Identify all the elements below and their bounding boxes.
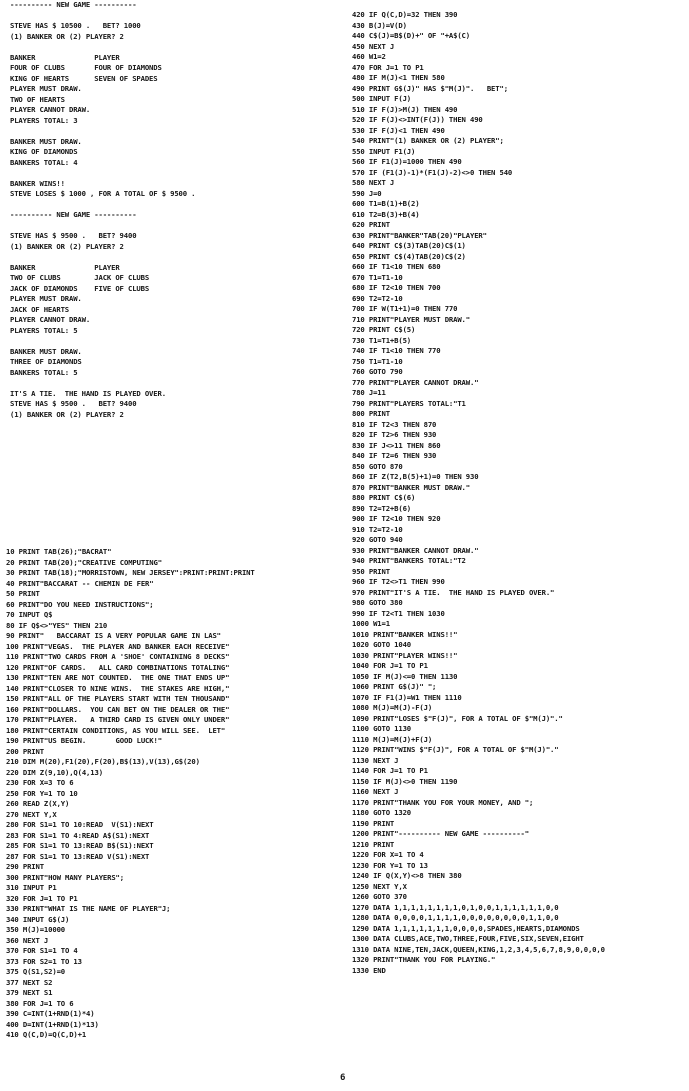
code-line: 540 PRINT"(1) BANKER OR (2) PLAYER";	[352, 136, 504, 145]
code-line: 990 IF T2<T1 THEN 1030	[352, 608, 445, 618]
output-line: PLAYER CANNOT DRAW.	[10, 315, 91, 324]
code-line: 70 INPUT Q$	[6, 610, 53, 619]
output-line: STEVE HAS $ 10500 . BET? 1000	[10, 21, 141, 30]
code-line: 50 PRINT	[6, 589, 40, 598]
code-line: 310 INPUT P1	[6, 883, 57, 892]
code-line: 550 INPUT F1(J)	[352, 146, 416, 156]
code-line: 980 GOTO 380	[352, 598, 403, 607]
code-line: 210 DIM M(20),F1(20),F(20),B$(13),V(13),G$(20)	[6, 757, 200, 766]
code-line: 1080 M(J)=M(J)-F(J)	[352, 703, 433, 712]
output-line	[10, 336, 195, 347]
code-line: 790 PRINT"PLAYERS TOTAL:"T1	[352, 398, 466, 408]
code-line: 650 PRINT C$(4)TAB(20)C$(2)	[352, 251, 466, 261]
code-line: 930 PRINT"BANKER CANNOT DRAW."	[352, 545, 479, 555]
code-line: 1300 DATA CLUBS,ACE,TWO,THREE,FOUR,FIVE,SIX,SEVEN,EIGHT	[352, 934, 584, 943]
code-line: 150 PRINT"ALL OF THE PLAYERS START WITH TEN THOUSAND"	[6, 694, 230, 703]
code-line: 850 GOTO 870	[352, 461, 403, 471]
code-line: 390 C=INT(1+RND(1)*4)	[6, 1009, 95, 1018]
code-line: 1250 NEXT Y,X	[352, 881, 407, 891]
code-line: 20 PRINT TAB(20);"CREATIVE COMPUTING"	[6, 557, 162, 567]
code-line: 160 PRINT"DOLLARS. YOU CAN BET ON THE DEALER OR THE"	[6, 704, 230, 714]
code-line: 1330 END	[352, 965, 386, 975]
code-line: 880 PRINT C$(6)	[352, 493, 416, 502]
output-line: (1) BANKER OR (2) PLAYER? 2	[10, 31, 124, 41]
output-line: STEVE HAS $ 9500 . BET? 9400	[10, 231, 137, 240]
code-line: 1160 NEXT J	[352, 787, 399, 796]
code-line: 1030 PRINT"PLAYER WINS!!"	[352, 650, 458, 660]
code-line: 1010 PRINT"BANKER WINS!!"	[352, 629, 458, 639]
output-line: BANKERS TOTAL: 4	[10, 157, 78, 167]
code-line: 570 IF (F1(J)-1)*(F1(J)-2)<>0 THEN 540	[352, 167, 513, 177]
output-line: JACK OF HEARTS	[10, 304, 69, 314]
output-line: ---------- NEW GAME ----------	[10, 210, 137, 219]
code-line: 440 C$(J)=B$(D)+" OF "+A$(C)	[352, 31, 470, 40]
code-line: 420 IF Q(C,D)=32 THEN 390	[352, 10, 458, 19]
output-line: BANKERS TOTAL: 5	[10, 367, 78, 377]
code-line: 260 READ Z(X,Y)	[6, 799, 70, 808]
code-line: 30 PRINT TAB(18);"MORRISTOWN, NEW JERSEY":PRINT:PRINT:PRINT	[6, 568, 255, 577]
output-line: IT'S A TIE. THE HAND IS PLAYED OVER.	[10, 388, 166, 398]
sample-run-output	[10, 0, 199, 420]
code-line: 1040 FOR J=1 TO P1	[352, 661, 428, 670]
code-line: 1090 PRINT"LOSES $"F(J)", FOR A TOTAL OF $"M(J)"."	[352, 713, 563, 723]
code-line: 220 DIM Z(9,10),Q(4,13)	[6, 767, 103, 777]
code-line: 400 D=INT(1+RND(1)*13)	[6, 1019, 99, 1029]
code-line: 380 FOR J=1 TO 6	[6, 998, 74, 1008]
output-line: (1) BANKER OR (2) PLAYER? 2	[10, 241, 124, 251]
code-line: 450 NEXT J	[352, 41, 395, 51]
code-line: 330 PRINT"WHAT IS THE NAME OF PLAYER"J;	[6, 904, 171, 913]
code-line: 140 PRINT"CLOSER TO NINE WINS. THE STAKES ARE HIGH,"	[6, 683, 230, 693]
output-line	[10, 200, 195, 211]
code-line: 860 IF Z(T2,B(5)+1)=0 THEN 930	[352, 472, 479, 481]
output-line: FOUR OF CLUBS FOUR OF DIAMONDS	[10, 63, 162, 72]
code-line: 830 IF J<>11 THEN 860	[352, 440, 441, 450]
code-line: 760 GOTO 790	[352, 367, 403, 376]
code-line: 1320 PRINT"THANK YOU FOR PLAYING."	[352, 955, 496, 964]
code-line: 1060 PRINT G$(J)" ";	[352, 682, 437, 691]
code-line: 560 IF F1(J)=1000 THEN 490	[352, 157, 462, 166]
output-line: TWO OF CLUBS JACK OF CLUBS	[10, 273, 150, 282]
code-line: 250 FOR Y=1 TO 10	[6, 788, 78, 798]
output-line: STEVE HAS $ 9500 . BET? 9400	[10, 399, 137, 408]
code-line: 520 IF F(J)<>INT(F(J)) THEN 490	[352, 115, 483, 124]
code-line: 370 FOR S1=1 TO 4	[6, 946, 78, 955]
code-line: 690 T2=T2-10	[352, 293, 403, 303]
output-line: THREE OF DIAMONDS	[10, 357, 82, 366]
code-line: 920 GOTO 940	[352, 535, 403, 544]
code-line: 1220 FOR X=1 TO 4	[352, 850, 424, 859]
output-line	[10, 11, 195, 22]
output-line: PLAYER CANNOT DRAW.	[10, 105, 91, 114]
code-line: 470 FOR J=1 TO P1	[352, 62, 424, 72]
code-line: 377 NEXT S2	[6, 977, 53, 987]
code-line: 580 NEXT J	[352, 178, 395, 187]
program-listing-right-column	[352, 10, 610, 976]
program-listing-left-column	[6, 547, 260, 1041]
code-line: 670 T1=T1-10	[352, 272, 403, 282]
code-line: 1260 GOTO 370	[352, 892, 407, 901]
output-line: KING OF HEARTS SEVEN OF SPADES	[10, 73, 158, 83]
code-line: 1310 DATA NINE,TEN,JACK,QUEEN,KING,1,2,3,4,5,6,7,8,9,0,0,0,0	[352, 944, 605, 954]
code-line: 170 PRINT"PLAYER. A THIRD CARD IS GIVEN ONLY UNDER"	[6, 715, 230, 724]
code-line: 1190 PRINT	[352, 818, 395, 828]
code-line: 660 IF T1<10 THEN 680	[352, 262, 441, 271]
code-line: 100 PRINT"VEGAS. THE PLAYER AND BANKER EACH RECEIVE"	[6, 641, 230, 651]
output-line: JACK OF DIAMONDS FIVE OF CLUBS	[10, 283, 150, 293]
output-line: TWO OF HEARTS	[10, 94, 65, 104]
code-line: 180 PRINT"CERTAIN CONDITIONS, AS YOU WILL SEE. LET"	[6, 725, 226, 735]
output-line	[10, 126, 195, 137]
code-line: 1020 GOTO 1040	[352, 640, 411, 649]
code-line: 800 PRINT	[352, 409, 390, 418]
code-line: 730 T1=T1+B(5)	[352, 335, 411, 345]
output-line: STEVE LOSES $ 1000 , FOR A TOTAL OF $ 9500 .	[10, 189, 196, 198]
code-line: 290 PRINT	[6, 862, 44, 871]
code-line: 230 FOR X=3 TO 6	[6, 778, 74, 787]
output-line	[10, 252, 195, 263]
code-line: 500 INPUT F(J)	[352, 94, 411, 103]
code-line: 810 IF T2<3 THEN 870	[352, 419, 437, 429]
code-line: 1240 IF Q(X,Y)<>8 THEN 380	[352, 871, 462, 880]
code-line: 1140 FOR J=1 TO P1	[352, 766, 428, 775]
code-line: 270 NEXT Y,X	[6, 809, 57, 819]
code-line: 480 IF M(J)<1 THEN 580	[352, 73, 445, 82]
code-line: 890 T2=T2+B(6)	[352, 503, 411, 513]
code-line: 190 PRINT"US BEGIN. GOOD LUCK!"	[6, 736, 162, 745]
code-line: 40 PRINT"BACCARAT -- CHEMIN DE FER"	[6, 578, 154, 588]
code-line: 680 IF T2<10 THEN 700	[352, 283, 441, 292]
code-line: 1120 PRINT"WINS $"F(J)", FOR A TOTAL OF $"M(J)"."	[352, 745, 559, 754]
code-line: 510 IF F(J)>M(J) THEN 490	[352, 104, 458, 114]
code-line: 780 J=11	[352, 388, 386, 397]
code-line: 1170 PRINT"THANK YOU FOR YOUR MONEY, AND ";	[352, 797, 534, 807]
output-line	[10, 42, 195, 53]
code-line: 740 IF T1<10 THEN 770	[352, 346, 441, 355]
output-line: BANKER WINS!!	[10, 178, 65, 188]
code-line: 950 PRINT	[352, 566, 390, 576]
output-line: KING OF DIAMONDS	[10, 147, 78, 156]
code-line: 120 PRINT"OF CARDS. ALL CARD COMBINATIONS TOTALING"	[6, 662, 230, 672]
code-line: 1200 PRINT"---------- NEW GAME ----------"	[352, 829, 529, 838]
code-line: 590 J=0	[352, 188, 382, 198]
code-line: 600 T1=B(1)+B(2)	[352, 199, 420, 208]
code-line: 1290 DATA 1,1,1,1,1,1,1,0,0,0,0,SPADES,HEARTS,DIAMONDS	[352, 923, 580, 933]
code-line: 1130 NEXT J	[352, 755, 399, 765]
code-line: 285 FOR S1=1 TO 13:READ B$(S1):NEXT	[6, 841, 154, 850]
output-line: BANKER PLAYER	[10, 262, 120, 272]
code-line: 1210 PRINT	[352, 839, 395, 849]
code-line: 620 PRINT	[352, 220, 390, 229]
code-line: 1230 FOR Y=1 TO 13	[352, 860, 428, 870]
page-number: 6	[340, 1073, 346, 1083]
code-line: 910 T2=T2-10	[352, 524, 403, 534]
output-line: PLAYERS TOTAL: 5	[10, 325, 78, 335]
code-line: 750 T1=T1-10	[352, 356, 403, 366]
code-line: 360 NEXT J	[6, 935, 49, 945]
code-line: 940 PRINT"BANKERS TOTAL:"T2	[352, 556, 466, 565]
code-line: 110 PRINT"TWO CARDS FROM A 'SHOE' CONTAINING 8 DECKS"	[6, 652, 230, 661]
code-line: 1110 M(J)=M(J)+F(J)	[352, 734, 433, 744]
output-line: BANKER MUST DRAW.	[10, 136, 82, 146]
code-line: 340 INPUT G$(J)	[6, 914, 70, 924]
output-line: PLAYER MUST DRAW.	[10, 84, 82, 93]
output-line: PLAYERS TOTAL: 3	[10, 115, 78, 125]
code-line: 820 IF T2>6 THEN 930	[352, 430, 437, 439]
code-line: 900 IF T2<10 THEN 920	[352, 514, 441, 523]
code-line: 960 IF T2<>T1 THEN 990	[352, 577, 445, 586]
code-line: 840 IF T2=6 THEN 930	[352, 451, 437, 460]
code-line: 870 PRINT"BANKER MUST DRAW."	[352, 482, 470, 492]
output-line: BANKER MUST DRAW.	[10, 346, 82, 356]
code-line: 375 Q(S1,S2)=0	[6, 967, 65, 976]
code-line: 630 PRINT"BANKER"TAB(20)"PLAYER"	[352, 230, 487, 240]
code-line: 283 FOR S1=1 TO 4:READ A$(S1):NEXT	[6, 830, 150, 840]
code-line: 1070 IF F1(J)=W1 THEN 1110	[352, 692, 462, 702]
code-line: 200 PRINT	[6, 746, 44, 756]
code-line: 60 PRINT"DO YOU NEED INSTRUCTIONS";	[6, 599, 154, 609]
code-line: 1270 DATA 1,1,1,1,1,1,1,1,0,1,0,0,1,1,1,1,1,1,0,0	[352, 902, 559, 912]
code-line: 430 B(J)=V(D)	[352, 20, 407, 30]
code-line: 350 M(J)=10000	[6, 925, 65, 934]
code-line: 410 Q(C,D)=Q(C,D)+1	[6, 1030, 87, 1039]
code-line: 379 NEXT S1	[6, 988, 53, 997]
output-line: BANKER PLAYER	[10, 52, 120, 62]
code-line: 700 IF W(T1+1)=0 THEN 770	[352, 304, 458, 313]
output-line: PLAYER MUST DRAW.	[10, 294, 82, 303]
code-line: 373 FOR S2=1 TO 13	[6, 956, 82, 966]
code-line: 970 PRINT"IT'S A TIE. THE HAND IS PLAYED OVER."	[352, 587, 555, 597]
code-line: 610 T2=B(3)+B(4)	[352, 209, 420, 219]
output-line	[10, 378, 195, 389]
code-line: 130 PRINT"TEN ARE NOT COUNTED. THE ONE THAT ENDS UP"	[6, 673, 230, 682]
code-line: 287 FOR S1=1 TO 13:READ V(S1):NEXT	[6, 851, 150, 861]
output-line	[10, 221, 195, 232]
output-line: ---------- NEW GAME ----------	[10, 0, 137, 9]
code-line: 1180 GOTO 1320	[352, 808, 411, 817]
code-line: 80 IF Q$<>"YES" THEN 210	[6, 620, 108, 630]
code-line: 720 PRINT C$(5)	[352, 325, 416, 334]
code-line: 320 FOR J=1 TO P1	[6, 893, 78, 903]
code-line: 770 PRINT"PLAYER CANNOT DRAW."	[352, 377, 479, 387]
code-line: 1000 W1=1	[352, 619, 390, 628]
code-line: 1050 IF M(J)<=0 THEN 1130	[352, 671, 458, 681]
code-line: 640 PRINT C$(3)TAB(20)C$(1)	[352, 241, 466, 250]
code-line: 1100 GOTO 1130	[352, 724, 411, 733]
code-line: 10 PRINT TAB(26);"BACRAT"	[6, 547, 112, 556]
output-line	[10, 168, 195, 179]
code-line: 1150 IF M(J)<>0 THEN 1190	[352, 776, 458, 786]
code-line: 490 PRINT G$(J)" HAS $"M(J)". BET";	[352, 83, 508, 93]
code-line: 90 PRINT" BACCARAT IS A VERY POPULAR GAME IN LAS"	[6, 631, 221, 640]
code-line: 710 PRINT"PLAYER MUST DRAW."	[352, 314, 470, 324]
code-line: 530 IF F(J)<1 THEN 490	[352, 125, 445, 135]
output-line: (1) BANKER OR (2) PLAYER? 2	[10, 409, 124, 419]
code-line: 280 FOR S1=1 TO 10:READ V(S1):NEXT	[6, 820, 154, 829]
code-line: 1280 DATA 0,0,0,0,1,1,1,1,0,0,0,0,0,0,0,0,1,1,0,0	[352, 913, 559, 922]
code-line: 300 PRINT"HOW MANY PLAYERS";	[6, 872, 124, 882]
code-line: 460 W1=2	[352, 52, 386, 61]
